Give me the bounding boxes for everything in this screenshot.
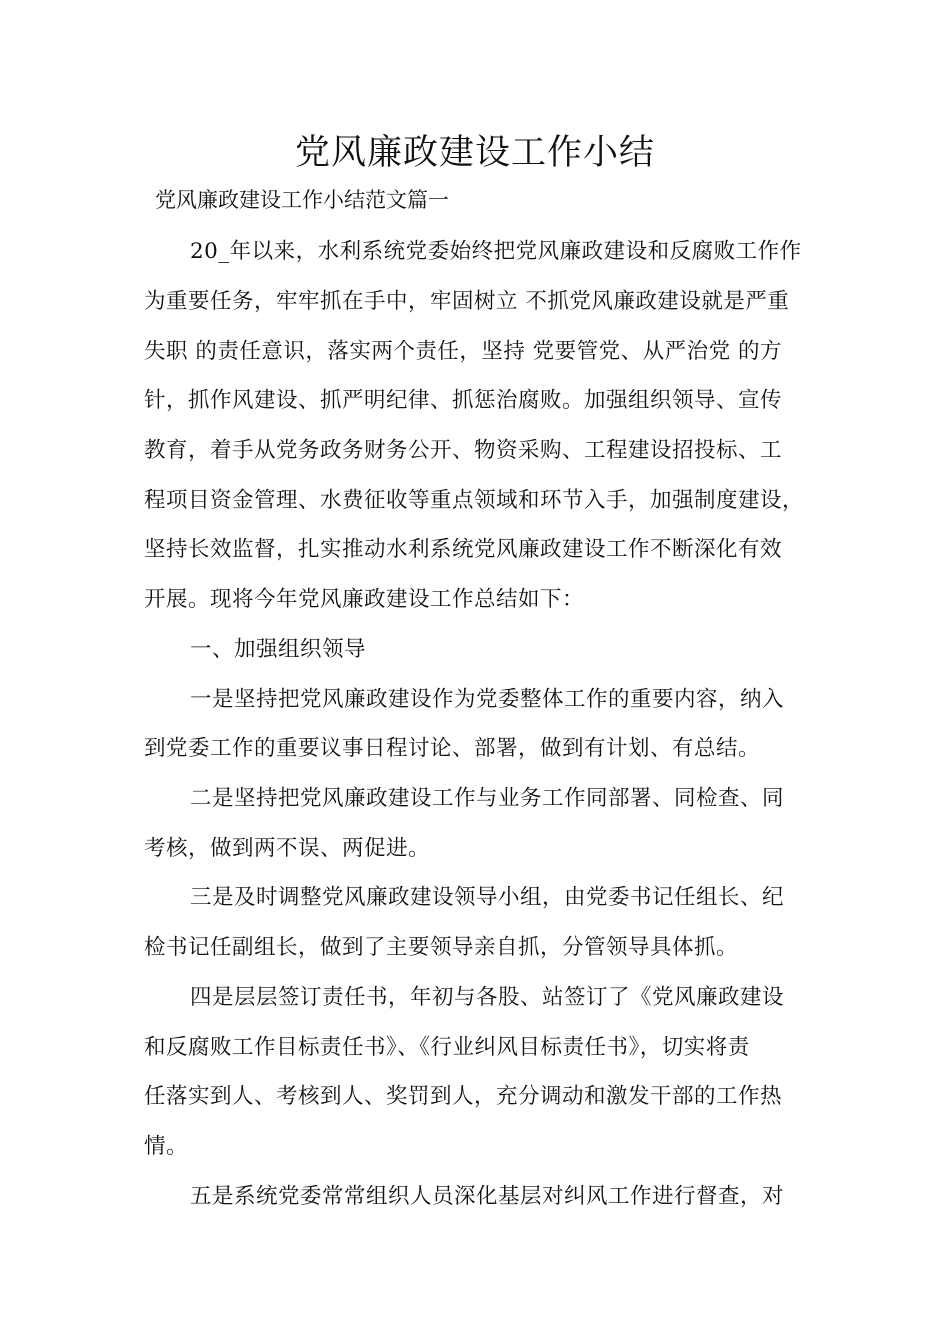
paragraph-line: 五是系统党委常常组织人员深化基层对纠风工作进行督查，对	[190, 1184, 785, 1209]
section-heading: 一、加强组织领导	[190, 637, 367, 662]
paragraph-line: 和反腐败工作目标责任书》、《行业纠风目标责任书》，切实将责	[144, 1035, 750, 1060]
paragraph-line: 一是坚持把党风廉政建设作为党委整体工作的重要内容，纳入	[190, 687, 785, 712]
paragraph-line: 三是及时调整党风廉政建设领导小组，由党委书记任组长、纪	[190, 885, 785, 910]
paragraph-line: 四是层层签订责任书，年初与各股、站签订了《党风廉政建设	[190, 985, 785, 1010]
paragraph-line: 情。	[144, 1134, 189, 1159]
paragraph-line: 考核，做到两不误、两促进。	[144, 836, 431, 861]
paragraph-line: 二是坚持把党风廉政建设工作与业务工作同部署、同检查、同	[190, 786, 785, 811]
paragraph-line: 程项目资金管理、水费征收等重点领域和环节入手，加强制度建设，	[144, 488, 805, 513]
paragraph-line: 开展。现将今年党风廉政建设工作总结如下：	[144, 587, 585, 612]
paragraph-line: 到党委工作的重要议事日程讨论、部署，做到有计划、有总结。	[144, 736, 761, 761]
paragraph-line: 为重要任务，牢牢抓在手中，牢固树立 不抓党风廉政建设就是严重	[144, 289, 790, 314]
paragraph-line: 失职 的责任意识，落实两个责任，坚持 党要管党、从严治党 的方	[144, 339, 783, 364]
paragraph-line: 教育，着手从党务政务财务公开、物资采购、工程建设招投标、工	[144, 438, 783, 463]
paragraph-line: 20_年以来，水利系统党委始终把党风廉政建设和反腐败工作作	[190, 239, 802, 264]
paragraph-line: 针，抓作风建设、抓严明纪律、抓惩治腐败。加强组织领导、宣传	[144, 388, 783, 413]
paragraph-line: 检书记任副组长，做到了主要领导亲自抓，分管领导具体抓。	[144, 935, 739, 960]
paragraph-line: 任落实到人、考核到人、奖罚到人，充分调动和激发干部的工作热	[144, 1084, 783, 1109]
document-title: 党风廉政建设工作小结	[294, 133, 655, 173]
document-subtitle: 党风廉政建设工作小结范文篇一	[155, 188, 449, 212]
paragraph-line: 坚持长效监督，扎实推动水利系统党风廉政建设工作不断深化有效	[144, 537, 783, 562]
